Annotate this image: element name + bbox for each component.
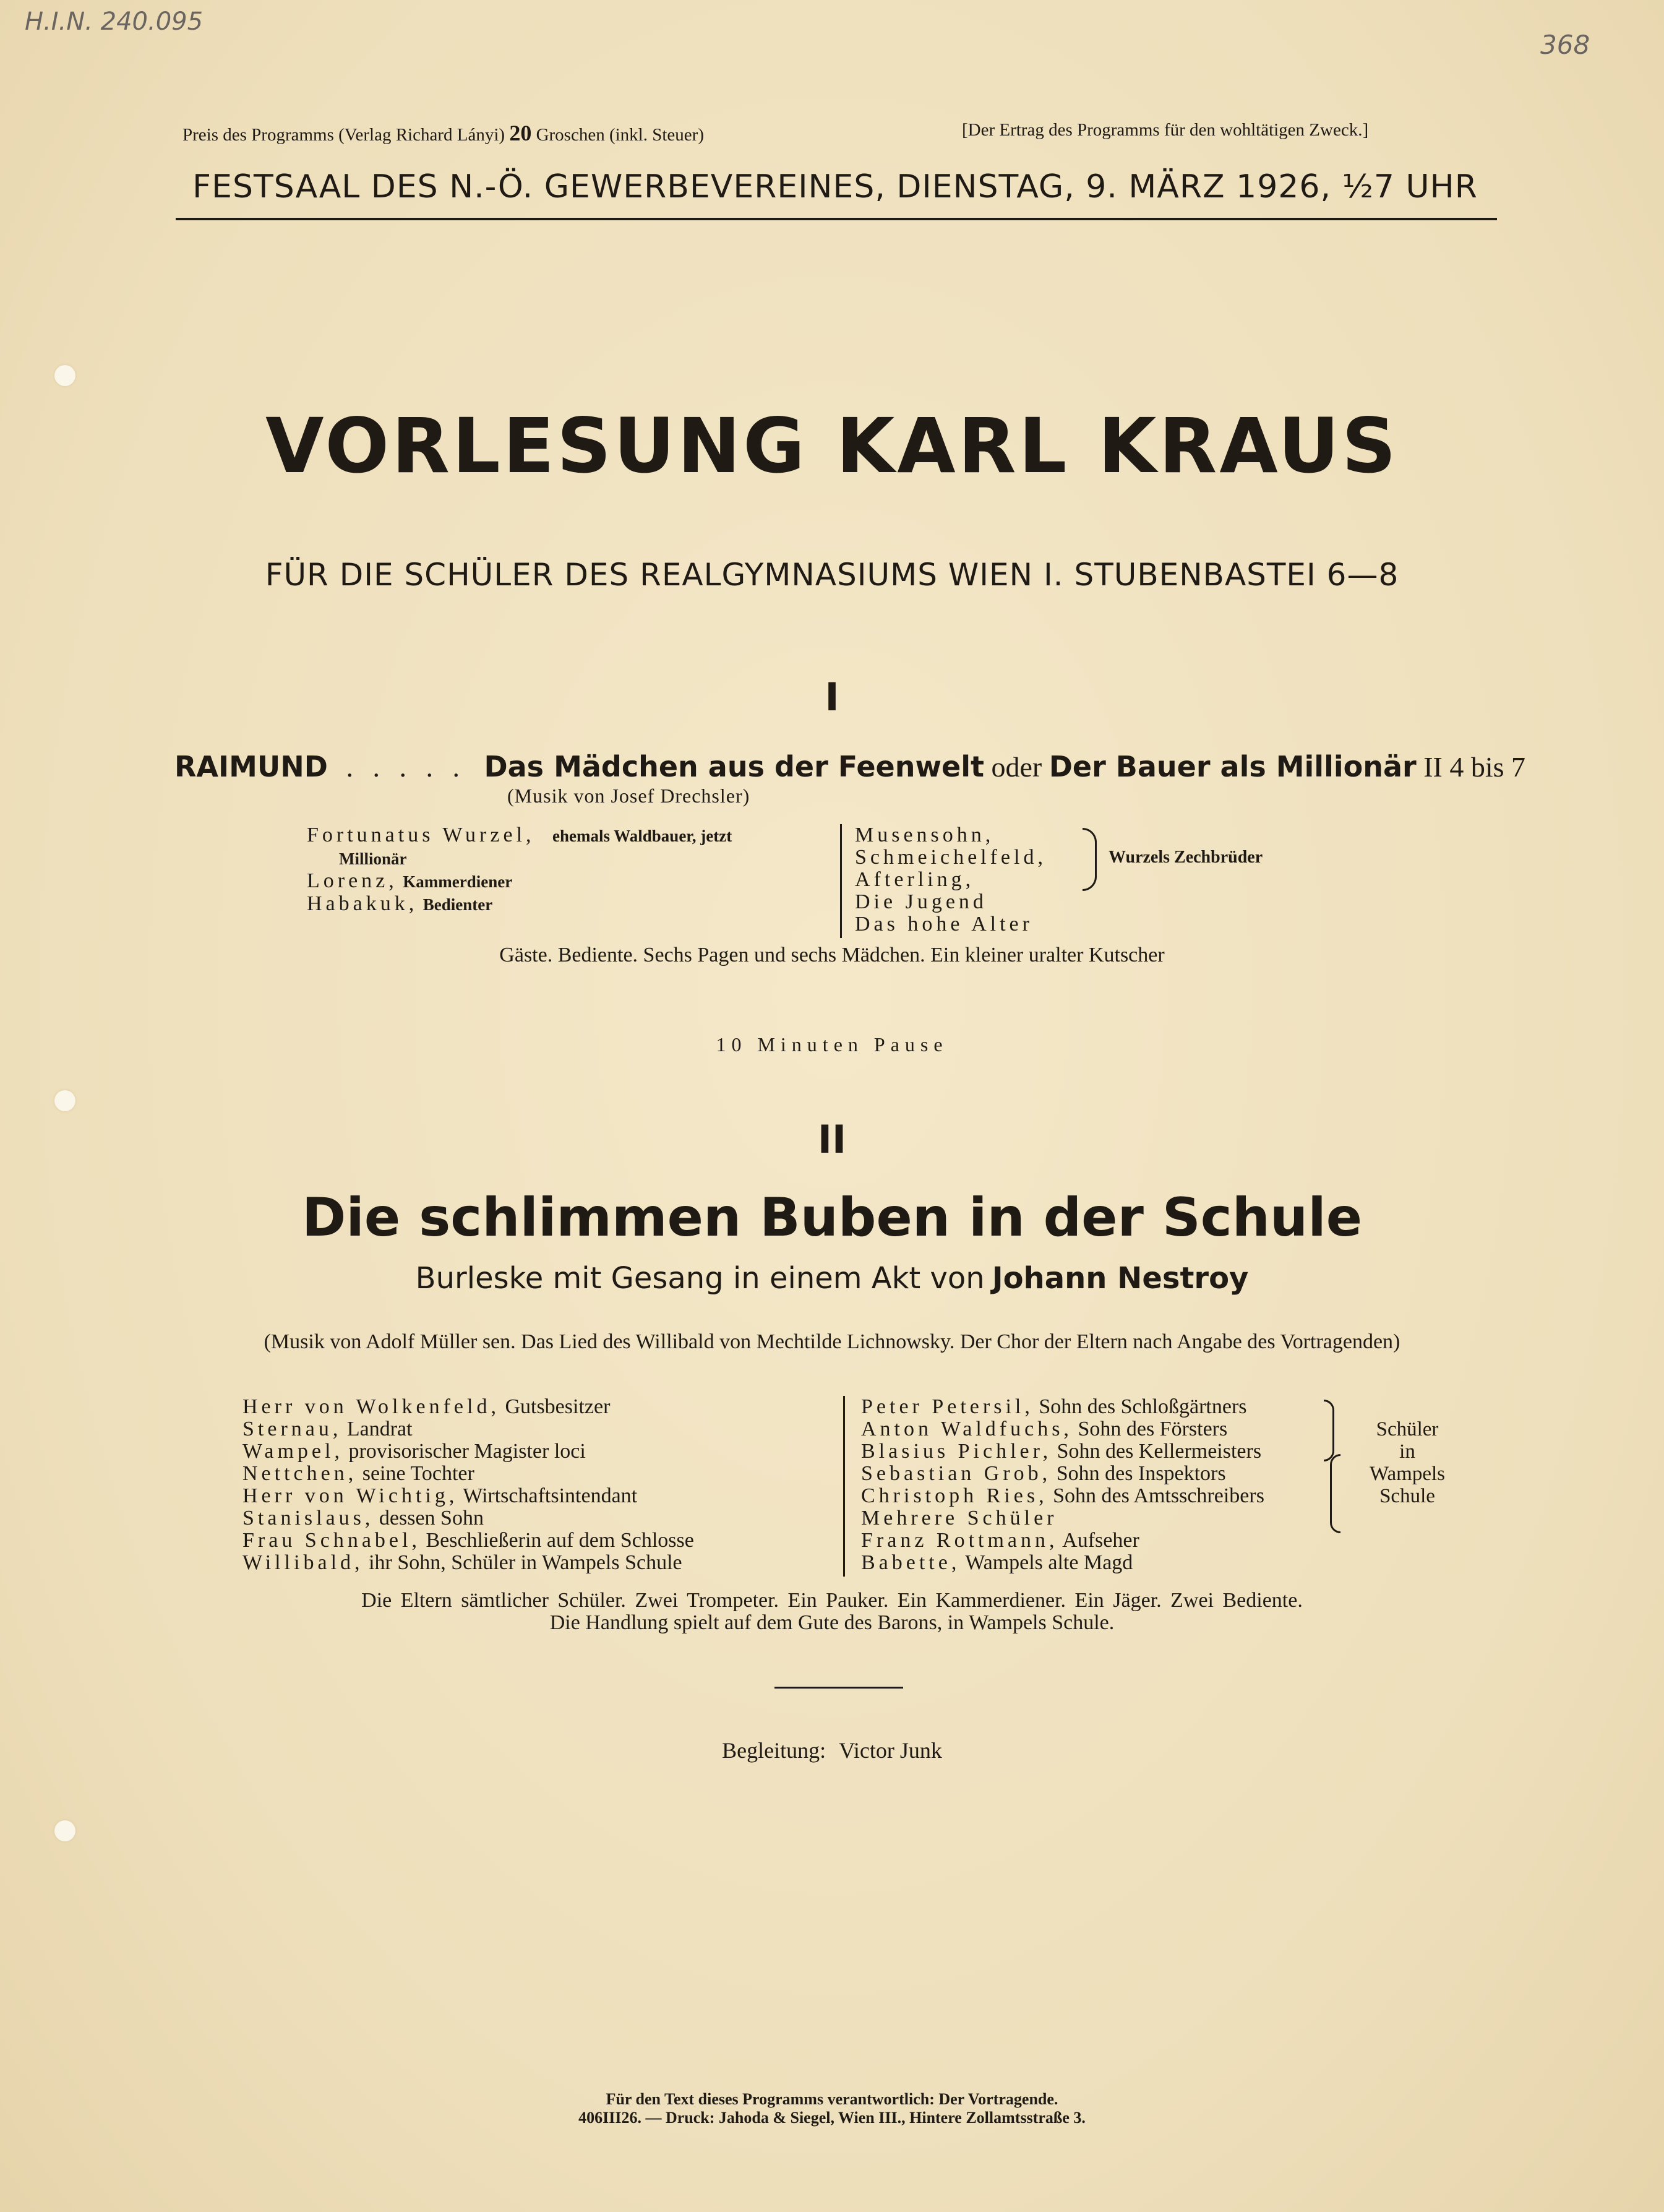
cast-name: Nettchen,: [242, 1462, 358, 1485]
cast-role: ihr Sohn, Schüler in Wampels Schule: [369, 1551, 682, 1574]
punch-hole-middle: [54, 1090, 75, 1111]
pause-note: 10 Minuten Pause: [716, 1033, 948, 1056]
cast-role: Sohn des Kellermeisters: [1057, 1440, 1262, 1463]
proceeds-note: [Der Ertrag des Programms für den wohltätigen Zweck.]: [962, 120, 1369, 140]
accompaniment-label: Begleitung:: [722, 1738, 826, 1763]
cast-name: Sternau,: [242, 1418, 342, 1440]
cast-row: [242, 1485, 836, 1507]
part-two-setting: Die Handlung spielt auf dem Gute des Barons, in Wampels Schule.: [549, 1611, 1115, 1634]
accompaniment-line: [0, 1737, 1664, 1763]
part-two-genre-line: [0, 1261, 1664, 1296]
cast-name: Fortunatus Wurzel,: [307, 824, 535, 846]
cast-row: [861, 1396, 1350, 1418]
cast-name: Mehrere Schüler: [861, 1507, 1058, 1530]
cast-name: Anton Waldfuchs,: [861, 1418, 1073, 1440]
cast-row: [861, 1463, 1350, 1485]
cast-role: Sohn des Inspektors: [1056, 1462, 1226, 1485]
cast-name: Willibald,: [242, 1551, 364, 1574]
part-one-cast-divider: [840, 824, 842, 938]
cast-role: Gutsbesitzer: [505, 1395, 611, 1418]
brace-label-line: Schule: [1379, 1485, 1435, 1507]
punch-hole-bottom: [54, 1820, 75, 1841]
part-two-numeral: II: [817, 1117, 847, 1162]
part-two-music: (Musik von Adolf Müller sen. Das Lied des Willibald von Mechtilde Lichnowsky. Der Chor der Eltern nach Angabe des Vortragenden): [264, 1330, 1400, 1353]
footer-responsibility: Für den Text dieses Programms verantwortlich: Der Vortragende.: [606, 2090, 1058, 2108]
cast-role: Beschließerin auf dem Schlosse: [426, 1529, 694, 1552]
page-title: VORLESUNG KARL KRAUS: [265, 402, 1399, 490]
cast-role: Landrat: [346, 1418, 413, 1440]
time-text: 7 UHR: [1373, 168, 1478, 205]
price-unit: Groschen (inkl. Steuer): [536, 125, 704, 145]
cast-name: Afterling,: [855, 868, 975, 891]
part-two-author: Johann Nestroy: [992, 1261, 1249, 1296]
cast-row: [861, 1507, 1350, 1530]
part-one-author: RAIMUND: [174, 750, 328, 783]
part-one-brace-label: Wurzels Zechbrüder: [1109, 848, 1263, 867]
part-one-dots: . . . . .: [346, 751, 466, 783]
cast-row: [307, 847, 839, 870]
accompaniment-name: Victor Junk: [839, 1738, 942, 1763]
cast-row: [861, 1418, 1350, 1440]
header-rule: [176, 218, 1497, 220]
cast-name: Frau Schnabel,: [242, 1529, 421, 1552]
cast-role: Wampels alte Magd: [965, 1551, 1133, 1574]
venue-date-line: [176, 168, 1494, 205]
cast-row: [242, 1507, 836, 1530]
cast-row: [242, 1396, 836, 1418]
cast-row: [861, 1440, 1350, 1463]
cast-name: Die Jugend: [855, 890, 987, 913]
cast-name: Stanislaus,: [242, 1507, 374, 1530]
cast-role: Sohn des Schloßgärtners: [1039, 1395, 1247, 1418]
cast-row: [242, 1552, 836, 1574]
cast-row: [307, 824, 839, 847]
cast-role: Bedienter: [422, 895, 493, 914]
cast-name: Musensohn,: [855, 824, 995, 846]
inventory-number: H.I.N. 240.095: [25, 7, 204, 36]
cast-role: ehemals Waldbauer, jetzt: [552, 827, 732, 845]
cast-name: Wampel,: [242, 1440, 343, 1463]
cast-name: Schmeichelfeld,: [855, 846, 1047, 869]
cast-role: Aufseher: [1062, 1529, 1139, 1552]
cast-role: provisorischer Magister loci: [348, 1440, 586, 1463]
cast-row: [242, 1418, 836, 1440]
cast-role: dessen Sohn: [379, 1507, 484, 1530]
part-two-cast-left: [242, 1396, 836, 1574]
cast-name: Habakuk,: [307, 892, 418, 915]
cast-name: Franz Rottmann,: [861, 1529, 1058, 1552]
part-one-acts: II 4 bis 7: [1423, 751, 1526, 783]
cast-name: Sebastian Grob,: [861, 1462, 1052, 1485]
cast-name: Das hohe Alter: [855, 913, 1033, 936]
part-one-brace: [1083, 828, 1097, 891]
punch-hole-top: [54, 365, 75, 386]
brace-label-line: in: [1399, 1440, 1415, 1463]
part-one-oder: oder: [991, 751, 1042, 783]
cast-row: [242, 1440, 836, 1463]
part-two-extras: Die Eltern sämtlicher Schüler. Zwei Trompeter. Ein Pauker. Ein Kammerdiener. Ein Jäger. Zwei Bediente.: [361, 1589, 1303, 1612]
part-two-cast-right: [861, 1396, 1350, 1574]
time-fraction: ½: [1342, 168, 1374, 205]
cast-role: Kammerdiener: [403, 872, 513, 891]
cast-name: Babette,: [861, 1551, 961, 1574]
brace-label-line: Wampels: [1370, 1463, 1445, 1485]
part-one-music: (Musik von Josef Drechsler): [507, 785, 750, 807]
section-rule: [774, 1687, 903, 1689]
price-amount: 20: [509, 121, 532, 145]
part-one-extras: Gäste. Bediente. Sechs Pagen und sechs Mädchen. Ein kleiner uralter Kutscher: [499, 944, 1165, 966]
cast-name: Christoph Ries,: [861, 1484, 1048, 1507]
cast-role: Wirtschaftsintendant: [463, 1484, 638, 1507]
cast-row: [242, 1463, 836, 1485]
part-two-brace-label: [1352, 1418, 1463, 1507]
cast-name: Lorenz,: [307, 869, 398, 892]
venue-text: FESTSAAL DES N.-Ö. GEWERBEVEREINES, DIENSTAG, 9. MÄRZ 1926,: [192, 168, 1342, 205]
cast-row: [861, 1552, 1350, 1574]
page-number: 368: [1540, 30, 1590, 60]
part-one-heading: [174, 750, 1526, 783]
page-subtitle: FÜR DIE SCHÜLER DES REALGYMNASIUMS WIEN I. STUBENBASTEI 6—8: [265, 557, 1399, 593]
cast-role: seine Tochter: [362, 1462, 474, 1485]
cast-name: Blasius Pichler,: [861, 1440, 1052, 1463]
part-one-work-b: Der Bauer als Millionär: [1049, 750, 1417, 783]
cast-role: Sohn des Amtsschreibers: [1053, 1484, 1264, 1507]
cast-row: [307, 893, 839, 916]
cast-row: [307, 870, 839, 893]
part-two-genre: Burleske mit Gesang in einem Akt von: [415, 1261, 985, 1296]
cast-row: [242, 1530, 836, 1552]
brace-label-line: Schüler: [1376, 1418, 1439, 1440]
cast-name: Herr von Wichtig,: [242, 1484, 458, 1507]
part-two-cast-divider: [843, 1396, 845, 1577]
part-one-cast-left: [307, 824, 839, 916]
price-text: Preis des Programms (Verlag Richard Lányi): [182, 125, 505, 145]
part-one-numeral: I: [825, 674, 839, 720]
cast-name: Herr von Wolkenfeld,: [242, 1395, 500, 1418]
price-note: [182, 120, 875, 146]
cast-row: [861, 1485, 1350, 1507]
part-two-title: Die schlimmen Buben in der Schule: [301, 1187, 1363, 1249]
part-two-brace-left: [1330, 1454, 1340, 1533]
cast-role: Millionär: [339, 850, 407, 868]
part-one-cast-right: [855, 824, 1102, 936]
cast-row: [861, 1530, 1350, 1552]
cast-role: Sohn des Försters: [1078, 1418, 1228, 1440]
part-one-work-a: Das Mädchen aus der Feenwelt: [484, 750, 984, 783]
cast-name: Peter Petersil,: [861, 1395, 1034, 1418]
part-two-brace-right: [1324, 1400, 1334, 1461]
footer-printer: 406III26. — Druck: Jahoda & Siegel, Wien III., Hintere Zollamtsstraße 3.: [578, 2109, 1086, 2127]
